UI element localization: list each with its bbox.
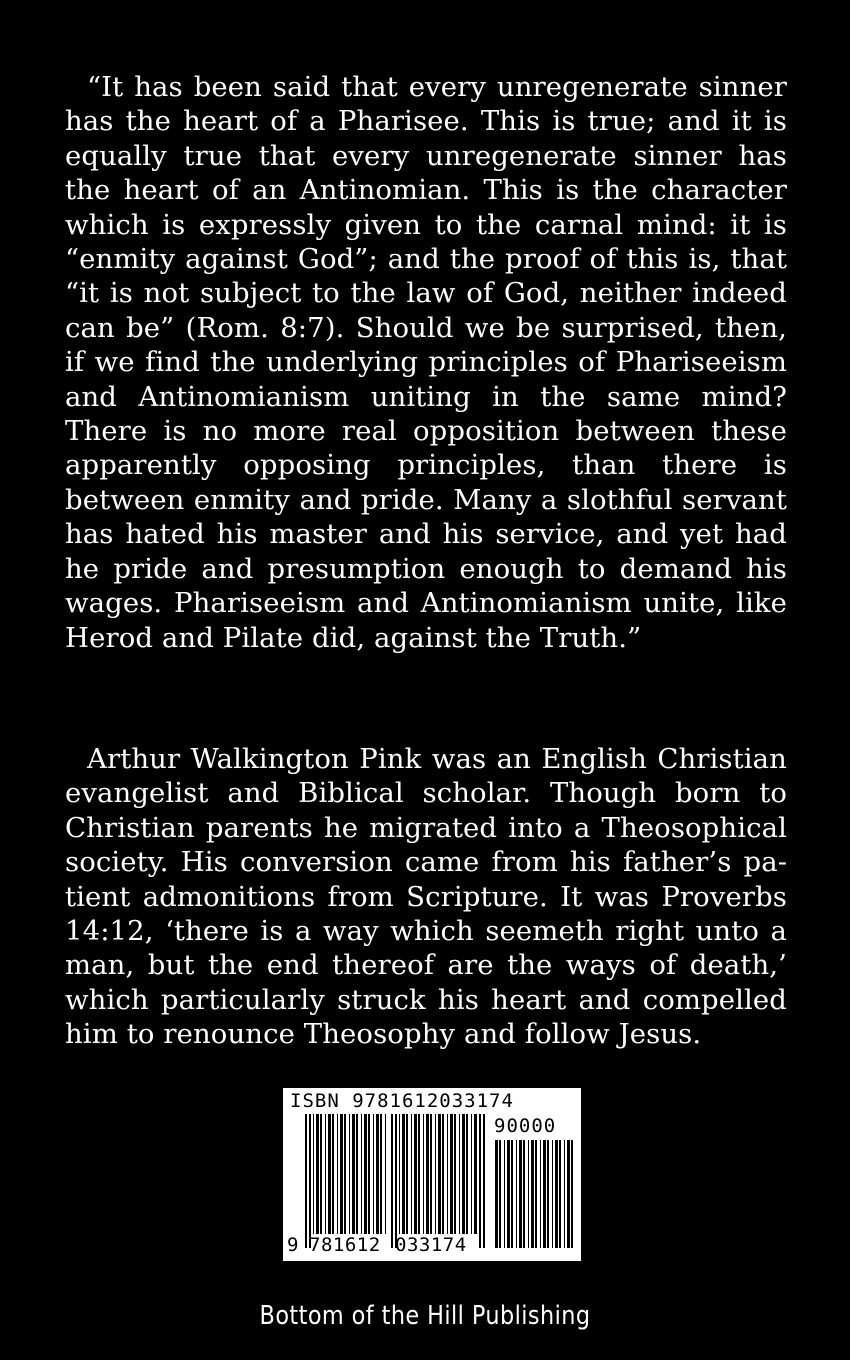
main-bar-right-2 [406, 1114, 408, 1234]
main-bar-left-12 [361, 1114, 362, 1234]
addon-bar-1 [499, 1140, 501, 1248]
main-bar-right-14 [454, 1114, 456, 1234]
cover-quote: “It has been said that every unregenerate sinner has the heart of a Pharisee. This is true; and it is equally true that every unregenerate sinner has the heart of an Antinomian. This is the character which is expressly given to the carnal mind: it is “enmity against God”; and the proof of this is, that “it is not subject to the law of God, neither indeed can be” (Rom. 8:7). Should we be surprised, then, if we find the underlying principles of Phariseeism and Antinomianism uniting in the same mind? There is no more real opposition between these apparently opposing principles, than there is between enmity and pride. Many a slothful servant has hated his master and his service, and yet had he pride and presumption enough to demand his wages. Phariseeism and Antinomianism unite, like Herod and Pilate did, against the Truth.” [65, 71, 787, 654]
addon-bar-3 [507, 1140, 510, 1248]
main-bar-right-15 [459, 1114, 460, 1234]
addon-bar-2 [504, 1140, 505, 1248]
addon-bar-7 [523, 1140, 525, 1248]
main-bar-left-2 [320, 1114, 322, 1234]
main-bar-right-1 [402, 1114, 405, 1234]
barcode-digits-left: 781612 [309, 1234, 381, 1256]
main-bar-right-16 [462, 1114, 465, 1234]
addon-bar-11 [540, 1140, 541, 1248]
main-bar-right-3 [411, 1114, 412, 1234]
guard-bar-3 [395, 1114, 397, 1248]
main-bar-left-13 [364, 1114, 367, 1234]
main-bar-right-13 [450, 1114, 453, 1234]
main-bar-right-10 [438, 1114, 441, 1234]
isbn-barcode [283, 1088, 581, 1261]
author-bio: Arthur Walkington Pink was an English Christian evangelist and Biblical scholar. Though born to Christian parents he migrated into a Theosophical society. His conversion came from his father’s patient admonitions from Scripture. It was Proverbs 14:12, ‘there is a way which seemeth right unto a man, but the end thereof are the ways of death,’ which particularly struck his heart and compelled him to renounce Theosophy and follow Jesus. [65, 743, 787, 1051]
addon-bar-5 [516, 1140, 517, 1248]
addon-bar-17 [564, 1140, 565, 1248]
main-bar-left-5 [332, 1114, 334, 1234]
main-bar-left-14 [368, 1114, 370, 1234]
addon-bar-10 [535, 1140, 537, 1248]
main-bar-left-16 [376, 1114, 379, 1234]
addon-bar-13 [547, 1140, 549, 1248]
main-bar-left-10 [352, 1114, 355, 1234]
addon-bar-12 [543, 1140, 546, 1248]
main-bar-left-18 [385, 1114, 386, 1234]
main-bar-right-5 [418, 1114, 420, 1234]
main-bar-left-17 [380, 1114, 382, 1234]
addon-bar-15 [555, 1140, 558, 1248]
guard-bar-4 [479, 1114, 481, 1248]
guard-bar-2 [391, 1114, 393, 1248]
addon-bar-4 [511, 1140, 513, 1248]
main-bar-right-8 [430, 1114, 432, 1234]
addon-bar-14 [552, 1140, 553, 1248]
main-bar-left-3 [325, 1114, 326, 1234]
addon-bar-9 [531, 1140, 534, 1248]
main-bar-left-4 [328, 1114, 331, 1234]
main-bar-right-0 [399, 1114, 400, 1234]
isbn-label: ISBN 9781612033174 [290, 1090, 514, 1112]
main-bar-right-18 [471, 1114, 472, 1234]
main-bar-right-11 [442, 1114, 444, 1234]
main-bar-left-15 [373, 1114, 374, 1234]
addon-bar-8 [528, 1140, 529, 1248]
main-bar-left-0 [313, 1114, 314, 1234]
price-code: 90000 [494, 1115, 557, 1137]
barcode-digits-right: 033174 [395, 1234, 467, 1256]
publisher-name: Bottom of the Hill Publishing [259, 1301, 591, 1331]
main-bar-left-8 [344, 1114, 346, 1234]
main-bar-right-7 [426, 1114, 429, 1234]
main-bar-left-1 [316, 1114, 319, 1234]
addon-bar-19 [571, 1140, 573, 1248]
main-bar-left-6 [337, 1114, 338, 1234]
main-bar-left-11 [356, 1114, 358, 1234]
addon-bar-0 [495, 1140, 498, 1248]
main-bar-left-9 [349, 1114, 350, 1234]
main-bar-right-4 [414, 1114, 417, 1234]
guard-bar-0 [305, 1114, 307, 1248]
guard-bar-5 [483, 1114, 485, 1248]
addon-bar-18 [567, 1140, 570, 1248]
main-bar-right-19 [474, 1114, 477, 1234]
addon-bar-6 [519, 1140, 522, 1248]
barcode-digit-first: 9 [287, 1234, 299, 1256]
main-bar-right-17 [466, 1114, 468, 1234]
guard-bar-1 [309, 1114, 311, 1248]
main-bar-right-12 [447, 1114, 448, 1234]
main-bar-right-9 [435, 1114, 436, 1234]
addon-bar-16 [559, 1140, 561, 1248]
main-bar-right-6 [423, 1114, 424, 1234]
main-bar-left-7 [340, 1114, 343, 1234]
